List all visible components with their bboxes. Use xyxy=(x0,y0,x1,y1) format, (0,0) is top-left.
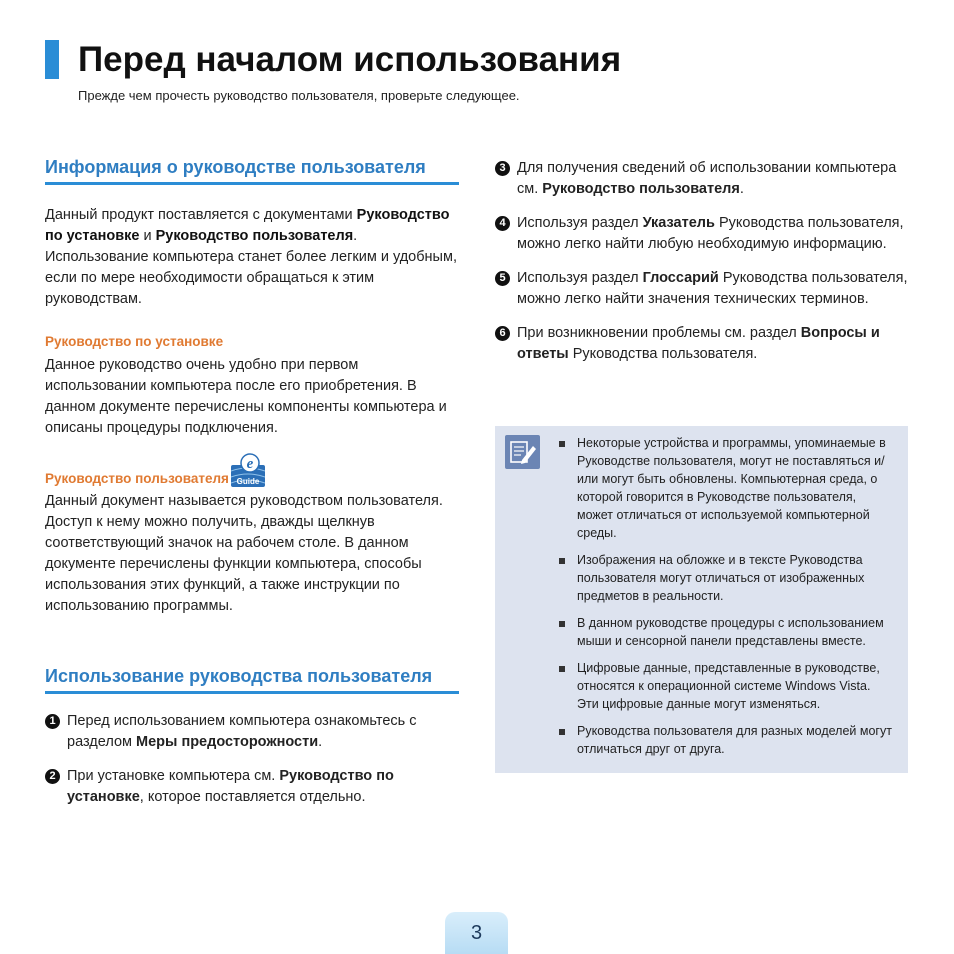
note-box xyxy=(495,426,908,773)
intro-bold-setup: Руководство по установке xyxy=(45,207,450,244)
number-badge: 3 xyxy=(495,161,510,176)
note-item: В данном руководстве процедуры с использованием мыши и сенсорной панели представлены вместе. xyxy=(555,614,895,650)
page-title: Перед началом использования xyxy=(78,40,622,79)
setup-guide-text: Данное руководство очень удобно при первом использовании компьютера после его приобретения. В данном документе перечислены компоненты компьютера и описаны процедуры подключения. xyxy=(45,357,447,436)
left-column xyxy=(45,155,459,808)
note-pencil-icon xyxy=(505,435,540,469)
number-badge: 6 xyxy=(495,326,510,341)
list-item xyxy=(45,766,459,808)
intro-text: Данный продукт поставляется с документами xyxy=(45,207,357,223)
section-heading-info: Информация о руководстве пользователя xyxy=(45,155,459,185)
user-guide-text: Данный документ называется руководством пользователя. Доступ к нему можно получить, дважды щелкнув соответствующий значок на рабочем столе. В данном документе перечислены функции компьютера, способы использования этих функций, а также инструкции по использованию программы. xyxy=(45,493,443,614)
list-item-text: При установке компьютера см. Руководство по установке, которое поставляется отдельно. xyxy=(67,768,394,805)
intro-text: и xyxy=(139,228,156,244)
intro-bold-user: Руководство пользователя xyxy=(155,228,354,244)
list-item xyxy=(495,213,909,255)
section-heading-usage: Использование руководства пользователя xyxy=(45,664,459,694)
eguide-icon xyxy=(231,453,265,487)
note-item: Изображения на обложке и в тексте Руководства пользователя могут отличаться от изображенных предметов в реальности. xyxy=(555,551,895,605)
list-item-text: При возникновении проблемы см. раздел Вопросы и ответы Руководства пользователя. xyxy=(517,325,880,362)
list-item xyxy=(45,711,459,753)
subheading-setup-guide: Руководство по установке xyxy=(45,334,224,349)
title-accent-bar xyxy=(45,40,59,79)
number-badge: 4 xyxy=(495,216,510,231)
note-item: Руководства пользователя для разных моделей могут отличаться друг от друга. xyxy=(555,722,895,758)
eguide-icon-letter: e xyxy=(246,456,254,472)
list-item xyxy=(495,323,909,365)
list-item-text: Для получения сведений об использовании компьютера см. Руководство пользователя. xyxy=(517,160,897,197)
list-item-text: Используя раздел Глоссарий Руководства пользователя, можно легко найти значения технических терминов. xyxy=(517,270,908,307)
intro-paragraph xyxy=(45,205,459,247)
list-item xyxy=(495,158,909,200)
note-item: Цифровые данные, представленные в руководстве, относятся к операционной системе Windows Vista. Эти цифровые данные могут изменяться. xyxy=(555,659,895,713)
subheading-user-guide xyxy=(45,453,459,489)
number-badge: 5 xyxy=(495,271,510,286)
note-item: Некоторые устройства и программы, упоминаемые в Руководстве пользователя, могут не поставляться и/или могут быть обновлены. Компьютерная среда, о которой говорится в Руководстве пользователя, может отличаться от используемой компьютерной среды. xyxy=(555,434,895,542)
intro-text: . xyxy=(353,228,358,244)
eguide-icon-word: Guide xyxy=(236,477,260,486)
page-number: 3 xyxy=(445,912,508,954)
intro-paragraph-2: Использование компьютера станет более легким и удобным, если по мере необходимости обращаться к этим руководствам. xyxy=(45,249,457,307)
number-badge: 2 xyxy=(45,769,60,784)
note-list xyxy=(555,434,895,767)
list-item-text: Используя раздел Указатель Руководства пользователя, можно легко найти любую необходимую информацию. xyxy=(517,215,904,252)
user-guide-label: Руководство пользователя xyxy=(45,471,229,486)
right-column xyxy=(495,158,909,365)
list-item-text: Перед использованием компьютера ознакомьтесь с разделом Меры предосторожности. xyxy=(67,713,417,750)
list-item xyxy=(495,268,909,310)
number-badge: 1 xyxy=(45,714,60,729)
page-subtitle: Прежде чем прочесть руководство пользователя, проверьте следующее. xyxy=(78,88,520,103)
